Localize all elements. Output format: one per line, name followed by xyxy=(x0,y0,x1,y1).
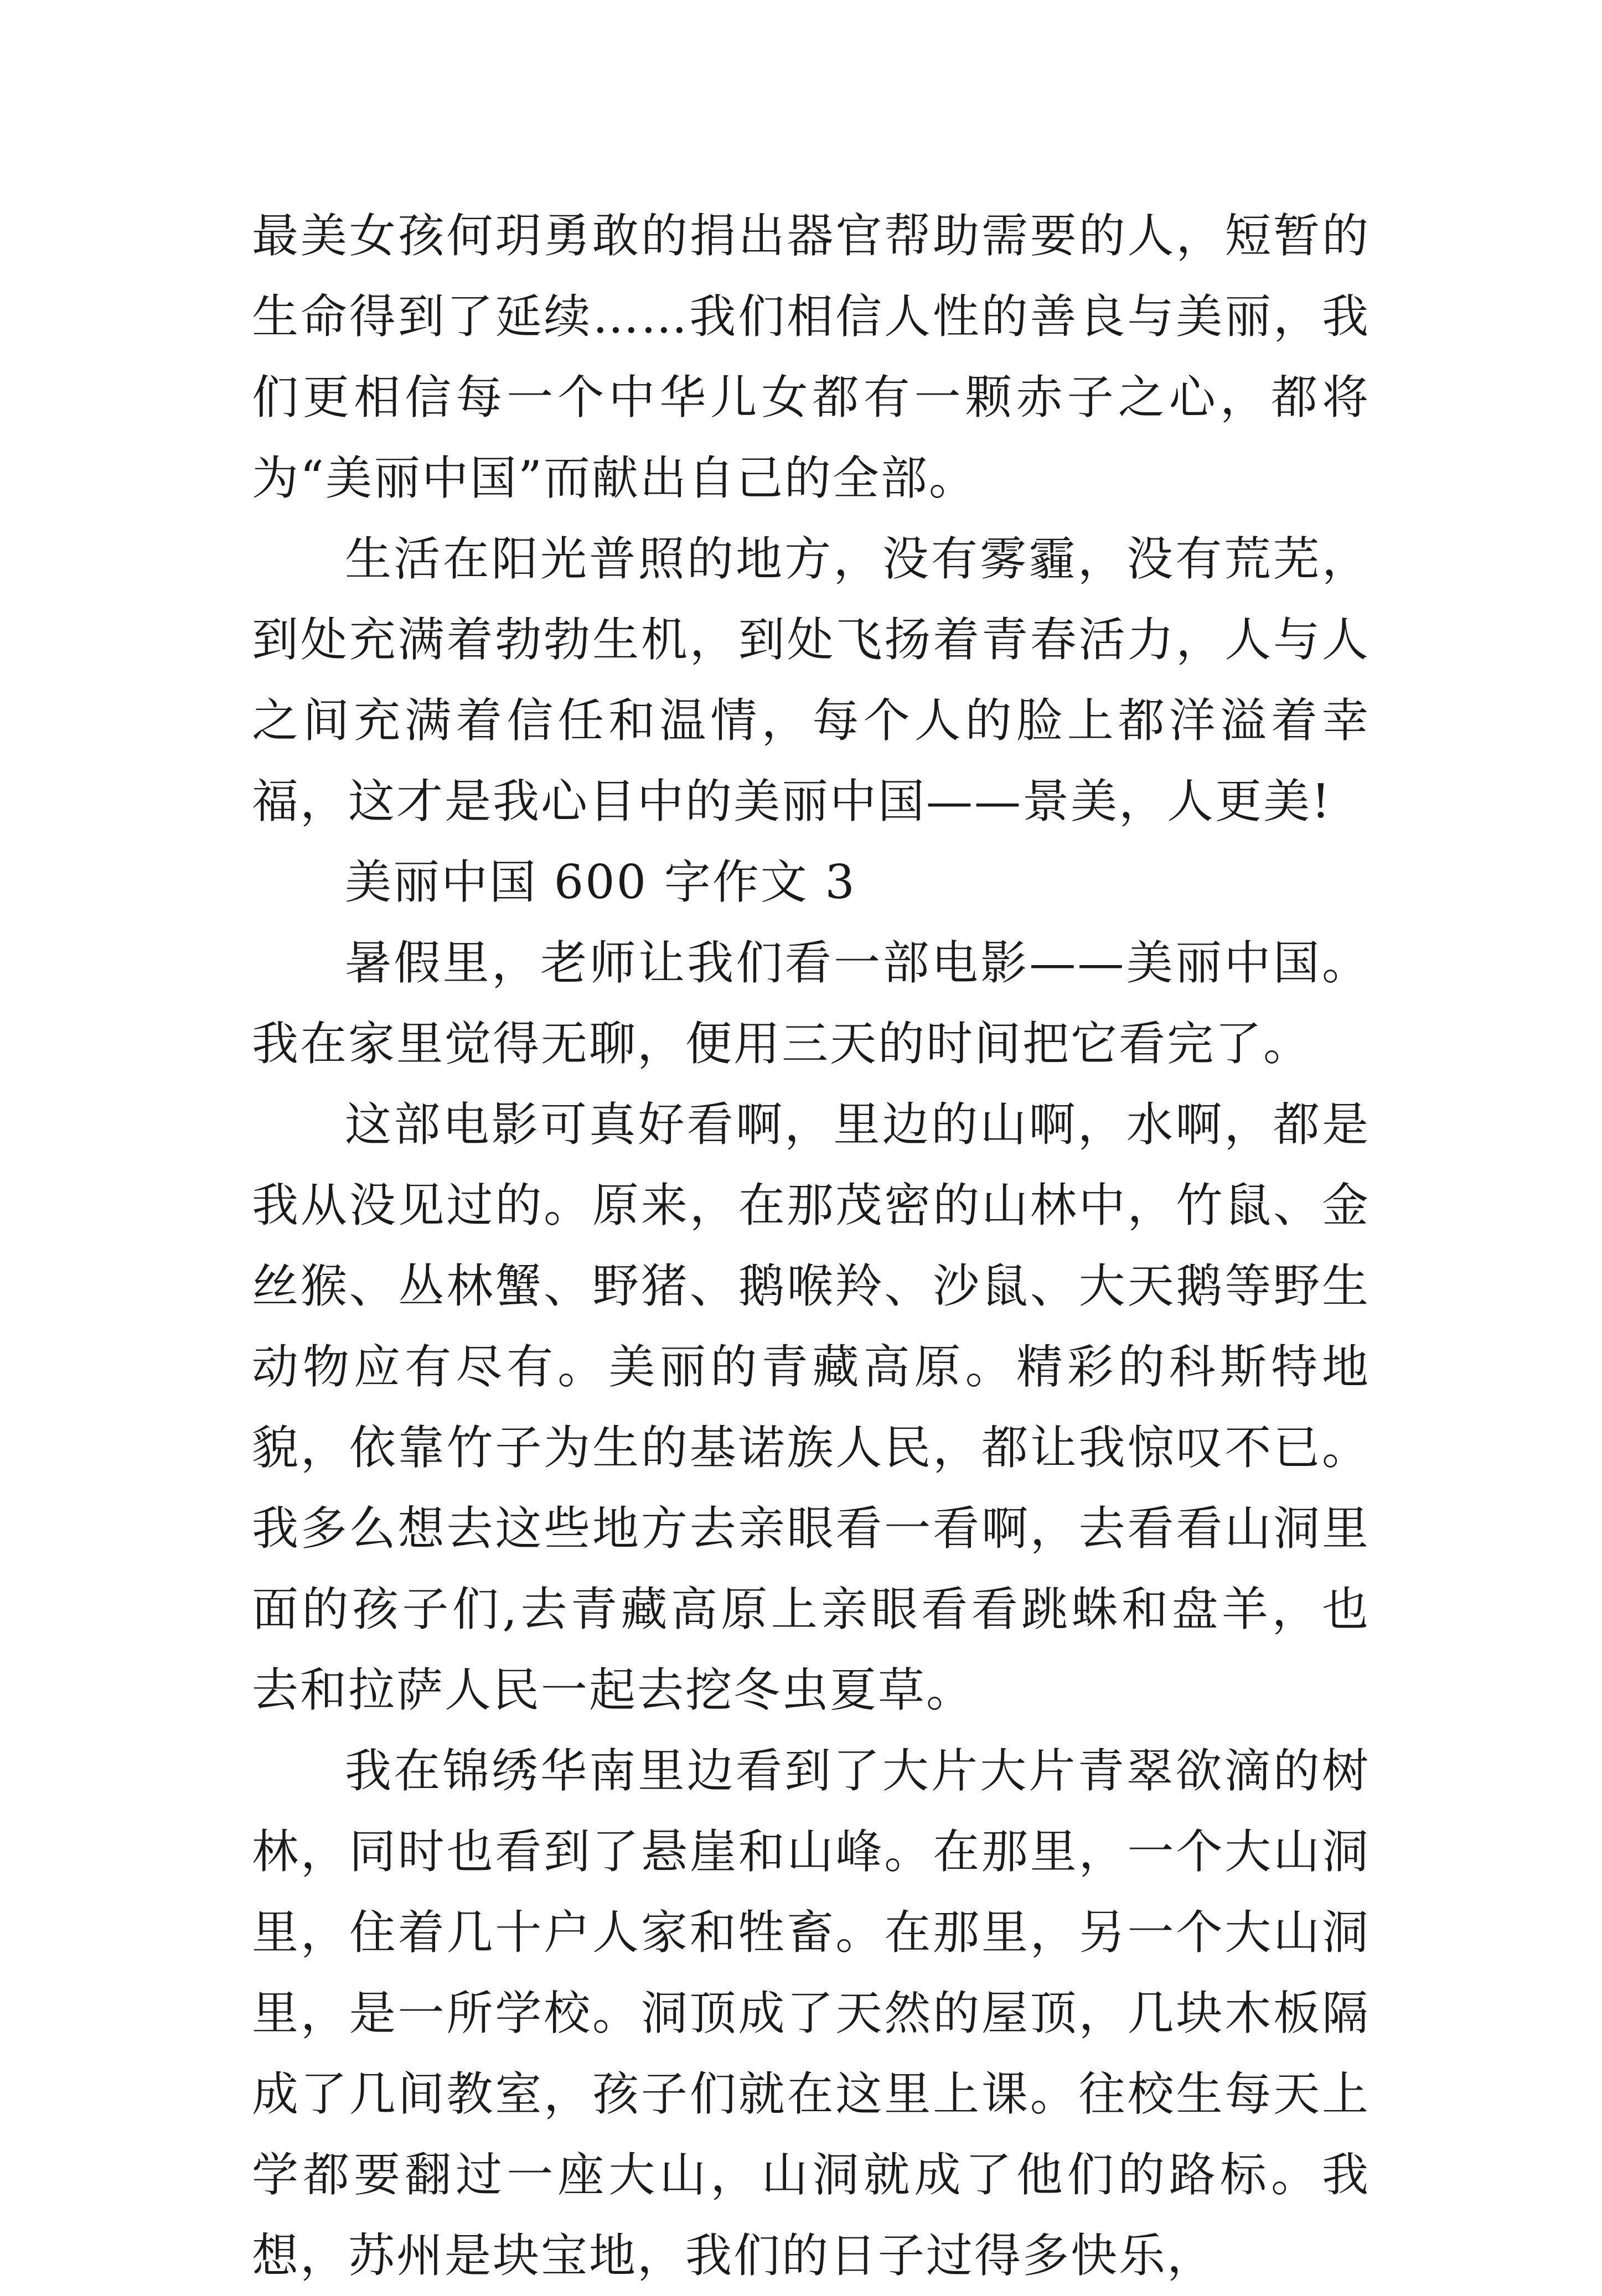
paragraph-2: 生活在阳光普照的地方，没有雾霾，没有荒芜，到处充满着勃勃生机，到处飞扬着青春活力，人与人之间充满着信任和温情，每个人的脸上都洋溢着幸福，这才是我心目中的美丽中国——景美，人更美! xyxy=(252,532,1370,828)
section-heading: 美丽中国 600 字作文 3 xyxy=(345,855,856,909)
paragraph-5: 我在锦绣华南里边看到了大片大片青翠欲滴的树林，同时也看到了悬崖和山峰。在那里，一个大山洞里，住着几十户人家和牲畜。在那里，另一个大山洞里，是一所学校。洞顶成了天然的屋顶，几块木板隔成了几间教室，孩子们就在这里上课。往校生每天上学都要翻过一座大山，山洞就成了他们的路标。我想，苏州是块宝地，我们的日子过得多快乐， xyxy=(252,1744,1370,2283)
paragraph-3: 暑假里，老师让我们看一部电影——美丽中国。我在家里觉得无聊，便用三天的时间把它看完了。 xyxy=(252,936,1370,1071)
paragraph-4: 这部电影可真好看啊，里边的山啊，水啊，都是我从没见过的。原来，在那茂密的山林中，竹鼠、金丝猴、丛林蟹、野猪、鹅喉羚、沙鼠、大天鹅等野生动物应有尽有。美丽的青藏高原。精彩的科斯特地貌，依靠竹子为生的基诺族人民，都让我惊叹不已。我多么想去这些地方去亲眼看一看啊，去看看山洞里面的孩子们,去青藏高原上亲眼看看跳蛛和盘羊，也去和拉萨人民一起去挖冬虫夏草。 xyxy=(252,1097,1370,1717)
paragraph-1: 最美女孩何玥勇敢的捐出器官帮助需要的人，短暂的生命得到了延续……我们相信人性的善良与美丽，我们更相信每一个中华儿女都有一颗赤子之心，都将为“美丽中国”而献出自己的全部。 xyxy=(252,209,1370,505)
document-body xyxy=(252,195,1370,2296)
